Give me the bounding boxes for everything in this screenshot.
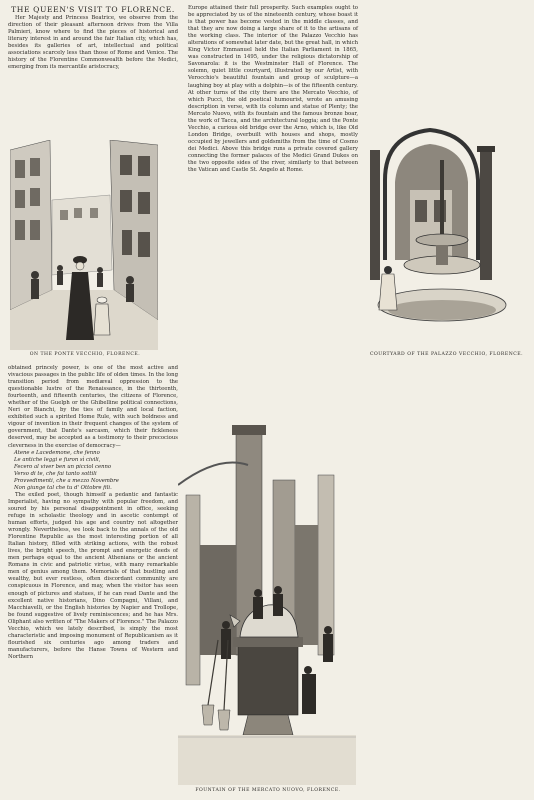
caption-ponte-vecchio: ON THE PONTE VECCHIO, FLORENCE. [29,352,141,357]
column-1 [8,15,178,71]
paragraph: Her Majesty and Princess Beatrice, we observe from the direction of their pleasant afternoon drives from the Villa Palmieri, know where to find the pieces of historical and literary interest in and around the fair Italian city, which has, besides its galleries of art, intellectual and political associations scarcely less than those of Rome and Venice. The history of the Florentine Commonwealth before the Medici, emerging from its mercantile aristocracy, [8,15,178,71]
paragraph: The exiled poet, though himself a pedantic and fantastic Imperialist, having no sympathy with popular freedom, and soured by his personal disappointment in office, seeking refuge in scholastic theology and in ascetic contempt of human efforts, judged his age and country not altogether wrongly. Nevertheless, we look back to the annals of the old Florentine Republic as the most interesting portion of all Italian history, filled with striking actions, with the robust lives, the bright speech, the prompt and energetic deeds of men perhaps equal to the ancient Athenians or the ancient Romans in civic and patriotic virtue, with many remarkable men of genius among them. Memorials of that bustling and wealthy, but ever restless, often discordant community are conspicuous in Florence, and may, when the visitor has seen enough of pictures and statues, if he can read Dante and the excellent native historians, Dino Compagni, Villani, and Macchiavelli, or the English histories by Napier and Trollope, be found suggestive of lively reminiscences; and he has Mrs. Oliphant also written of "The Makers of Florence." The Palazzo Vecchio, which we lately described, is simply the most characteristic and imposing monument of Republicanism as it flourished six centuries ago among traders and manufacturers, before the Hanse Towns of Western and Northern [8,491,178,660]
dante-verse [8,450,178,492]
caption-fountain: FOUNTAIN OF THE MERCATO NUOVO, FLORENCE. [195,788,341,793]
ponte-vecchio-illustration [10,140,158,350]
courtyard-illustration [370,120,520,350]
paragraph: obtained princely power, is one of the most active and vivacious passages in the public life of olden times. In the long transition period from mediæval oppression to the questionable lustre of the Renaissance, in the thirteenth, fourteenth, and fifteenth centuries, the citizens of Florence, whether of the Guelph or the Ghibelline political connections, Neri or Bianchi, by the ties of family and local faction, exhibited such a spirited Home Rule, with such boldness and vigour of invention in their frequent changes of the system of government, that Dante's sarcasm, which their fickleness deserved, may be accepted as a testimony to their precocious cleverness in the exercise of democracy— [8,365,178,449]
caption-courtyard: COURTYARD OF THE PALAZZO VECCHIO, FLORENCE. [370,352,524,357]
paragraph: Europe attained their full prosperity. Such examples ought to be appreciated by us of the nineteenth century, whose boast it is that power has become vested in the middle classes, and that they are now doing a large share of it to the artisans of the working class. The interior of the Palazzo Vecchio has alterations of somewhat later date, but the great hall, in which King Victor Emmanuel held the Italian Parliament in 1865, was constructed in 1495, under the religious dictatorship of Savonarola: it is the Westminster Hall of Florence. The solemn, quiet little courtyard, illustrated by our Artist, with Verocchio's beautiful fountain and group of sculpture—a laughing boy at play with a dolphin—is of the fifteenth century. At other turns of the city there are the Mercato Vecchio, of which Pucci, the old poetical humourist, wrote an amusing description in verse, with its column and statue of Plenty; the Mercato Nuovo, with its fountain and the famous bronze boar, the work of Tacca, and the architectural loggia; and the Ponte Vecchio, a curious old bridge over the Arno, which is, like Old London Bridge, overbuilt with houses and shops, mostly occupied by jewellers and goldsmiths from the time of Cosmo dei Medici. Above this bridge runs a private covered gallery connecting the former palaces of the Medici Grand Dukes on the two opposite sides of the river, similarly to that between the Vatican and Castle St. Angelo at Rome. [188,5,358,174]
column-2 [188,5,358,174]
mercato-nuovo-fountain-illustration [178,425,356,785]
column-3 [8,365,178,661]
verse-line: Le antiche leggi e furon sì civili, [14,456,101,463]
verse-line: Provvedimenti, che a mezzo Novembre [14,477,119,484]
verse-line: Non giunge tal che tu d' Ottobre fili. [14,484,112,491]
verse-line: Fecero al viver ben un picciol cenno [14,463,112,470]
verse-line: Atene e Lacedemone, che fenno [14,449,100,456]
verse-line: Verso di te, che fai tanto sottili [14,470,97,477]
article-title: THE QUEEN'S VISIT TO FLORENCE. [11,5,175,14]
